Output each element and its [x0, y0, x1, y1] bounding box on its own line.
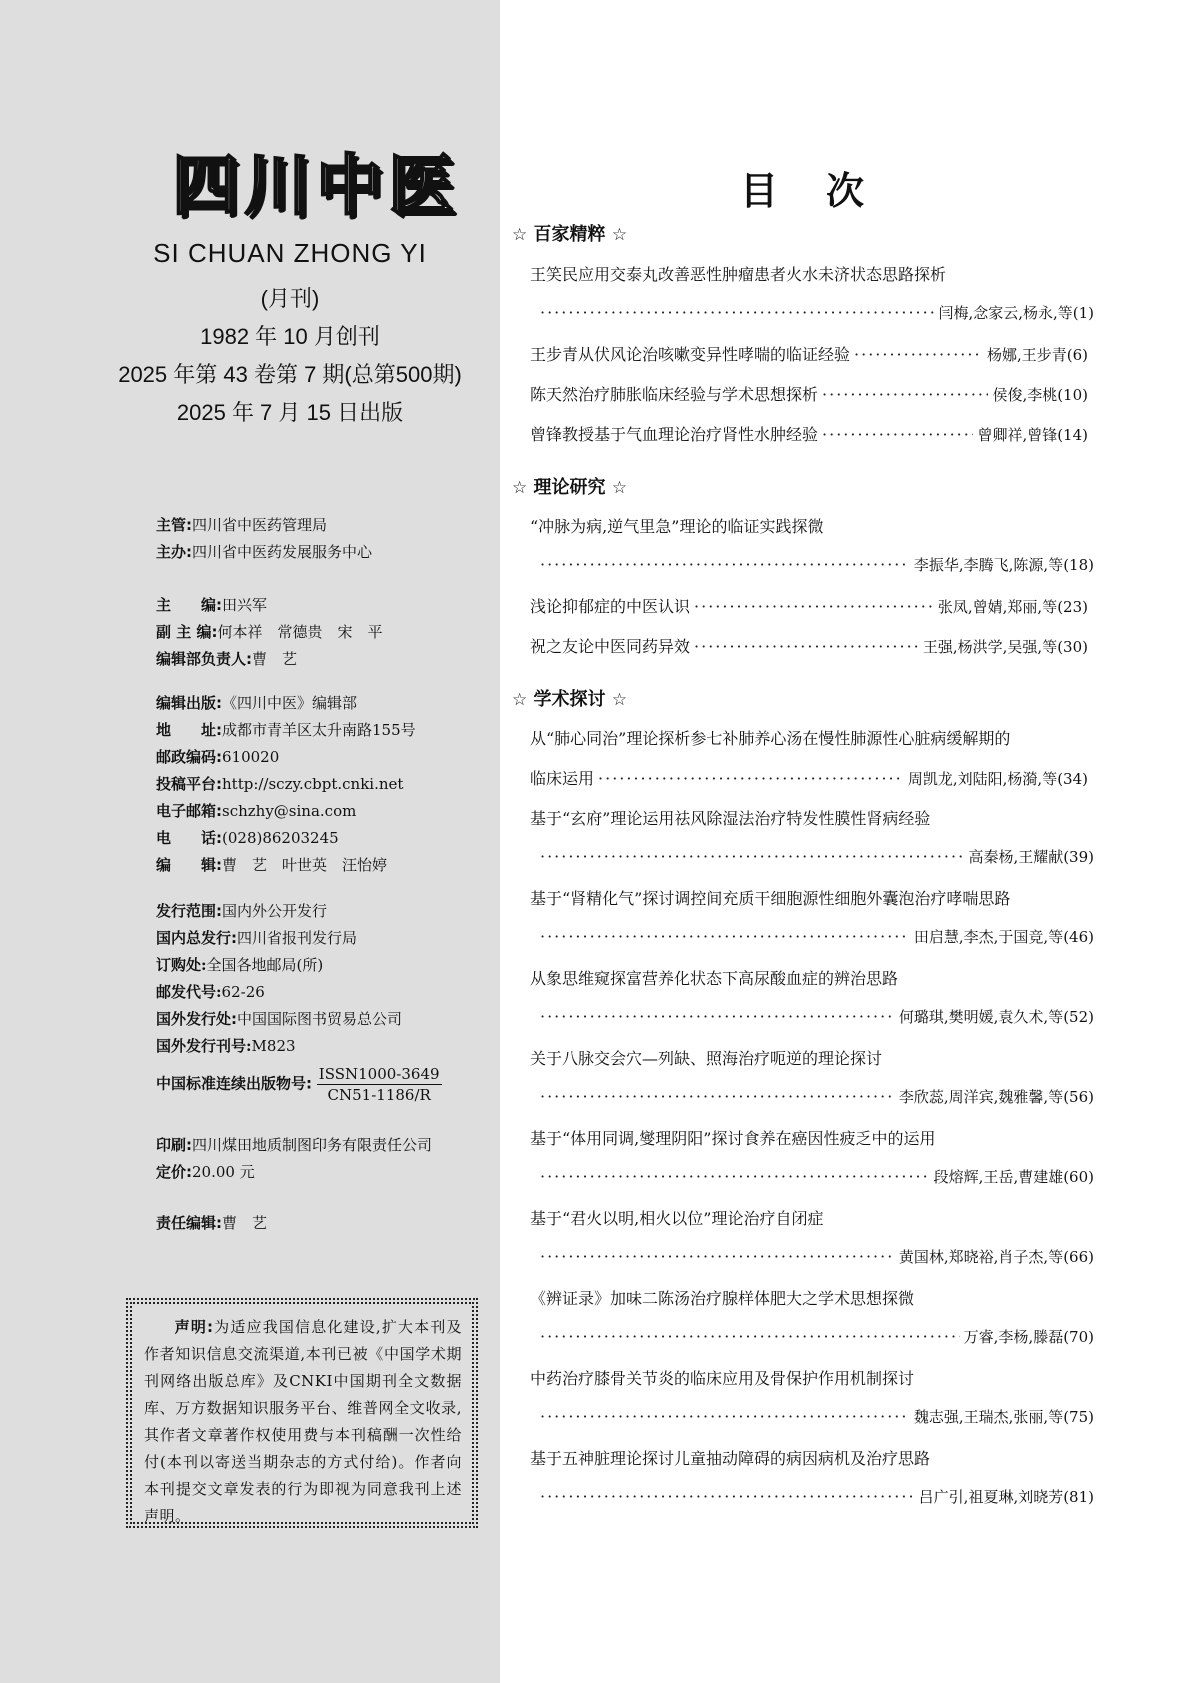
- toc-title: 目次: [740, 169, 913, 213]
- info-value: 62-26: [221, 983, 265, 1001]
- info-row: [156, 952, 402, 979]
- toc-entry-authors: 张凤,曾婧,郑丽,等(23): [937, 598, 1088, 616]
- info-value: 曹 艺: [252, 650, 298, 668]
- toc-entry-title[interactable]: 基于“体用同调,燮理阴阳”探讨食养在癌因性疲乏中的运用: [530, 1129, 936, 1148]
- info-group-editors: [156, 592, 382, 673]
- toc-entry-title[interactable]: 王笑民应用交泰丸改善恶性肿瘤患者火水未济状态思路探析: [530, 265, 947, 284]
- toc-entry[interactable]: [536, 1486, 1094, 1507]
- section-header: [512, 685, 627, 711]
- toc-entry-title: 临床运用: [530, 769, 595, 788]
- info-value: 田兴军: [222, 596, 268, 614]
- leader-dots: [540, 303, 934, 322]
- toc-entry-authors: 段熔辉,王岳,曹建雄(60): [933, 1168, 1094, 1186]
- responsible-editor: [156, 1210, 267, 1237]
- info-key: 主 编:: [156, 596, 222, 614]
- toc-entry[interactable]: [536, 554, 1094, 575]
- info-value: 全国各地邮局(所): [206, 956, 324, 974]
- leader-dots: [854, 345, 983, 364]
- toc-entry[interactable]: [530, 342, 1088, 365]
- journal-logo: 四川中医: [172, 146, 460, 224]
- info-row: [156, 898, 402, 925]
- info-row: [156, 690, 416, 717]
- leader-dots: [540, 1167, 930, 1186]
- toc-entry-title: 浅论抑郁症的中医认识: [530, 597, 691, 616]
- info-group-print: [156, 1132, 432, 1186]
- info-key: 主管:: [156, 516, 192, 534]
- info-key: 邮政编码:: [156, 748, 222, 766]
- toc-entry[interactable]: [536, 1006, 1094, 1027]
- info-row: [156, 1159, 432, 1186]
- info-key: 地 址:: [156, 721, 222, 739]
- journal-pinyin: SI CHUAN ZHONG YI: [153, 238, 427, 268]
- toc-entry-title: 曾锋教授基于气血理论治疗肾性水肿经验: [530, 425, 819, 444]
- toc-entry-authors: 李欣蕊,周洋宾,魏雅馨,等(56): [898, 1088, 1094, 1106]
- toc-entry-authors: 黄国林,郑晓裕,肖子杰,等(66): [898, 1248, 1094, 1266]
- info-key: 国外发行刊号:: [156, 1037, 252, 1055]
- toc-entry-authors: 杨娜,王步青(6): [986, 346, 1088, 364]
- toc-entry-authors: 高秦杨,王耀献(39): [968, 848, 1094, 866]
- toc-entry-title[interactable]: 基于五神脏理论探讨儿童抽动障碍的病因病机及治疗思路: [530, 1449, 931, 1468]
- leader-dots: [540, 1487, 915, 1506]
- info-key: 编辑部负责人:: [156, 650, 252, 668]
- masthead-column: [0, 0, 500, 1683]
- leader-dots: [540, 927, 910, 946]
- info-key: 责任编辑:: [156, 1214, 222, 1232]
- submission-url[interactable]: http://sczy.cbpt.cnki.net: [222, 775, 404, 793]
- toc-entry-title[interactable]: 《辨证录》加味二陈汤治疗腺样体肥大之学术思想探微: [530, 1289, 915, 1308]
- toc-entry-title[interactable]: 基于“玄府”理论运用祛风除湿法治疗特发性膜性肾病经验: [530, 809, 931, 828]
- section-title: 学术探讨: [533, 689, 606, 710]
- toc-entry-title[interactable]: 关于八脉交会穴—列缺、照海治疗呃逆的理论探讨: [530, 1049, 883, 1068]
- leader-dots: [540, 1087, 895, 1106]
- info-key: 主办:: [156, 543, 192, 561]
- info-row: [156, 925, 402, 952]
- info-value: 610020: [222, 748, 280, 766]
- leader-dots: [540, 847, 964, 866]
- toc-entry[interactable]: [536, 1246, 1094, 1267]
- info-row: [156, 1132, 432, 1159]
- info-key: 电 话:: [156, 829, 222, 847]
- info-value: 《四川中医》编辑部: [222, 694, 358, 712]
- notice-text: 为适应我国信息化建设,扩大本刊及作者知识信息交流渠道,本刊已被《中国学术期刊网络出版总库》及CNKI中国期刊全文数据库、万方数据知识服务平台、维普网全文收录,其作者文章著作权使用费与本刊稿酬一次性给付(本刊以寄送当期杂志的方式付给)。作者向本刊提交文章发表的行为即视为同意我刊上述声明。: [144, 1318, 462, 1525]
- toc-entry-title[interactable]: 从象思维窥探富营养化状态下高尿酸血症的辨治思路: [530, 969, 899, 988]
- info-value: 四川煤田地质制图印务有限责任公司: [192, 1136, 433, 1154]
- info-key: 国内总发行:: [156, 929, 237, 947]
- copyright-notice: [130, 1302, 474, 1524]
- toc-entry-authors: 侯俊,李桃(10): [992, 386, 1088, 404]
- leader-dots: [540, 1407, 910, 1426]
- toc-entry-title[interactable]: 基于“肾精化气”探讨调控间充质干细胞源性细胞外囊泡治疗哮喘思路: [530, 889, 1011, 908]
- info-key: 邮发代号:: [156, 983, 222, 1001]
- toc-entry[interactable]: [536, 846, 1094, 867]
- toc-entry-authors: 李振华,李腾飞,陈源,等(18): [913, 556, 1094, 574]
- info-value: 曹 艺 叶世英 汪怡婷: [222, 856, 388, 874]
- journal-frequency: (月刊): [260, 286, 320, 311]
- info-row: [156, 646, 382, 673]
- toc-entry-title[interactable]: 从“肺心同治”理论探析参七补肺养心汤在慢性肺源性心脏病缓解期的: [530, 729, 1011, 748]
- issn-block: [156, 1064, 442, 1105]
- info-key: 编辑出版:: [156, 694, 222, 712]
- toc-entry-authors: 闫梅,念家云,杨永,等(1): [938, 304, 1094, 322]
- info-value: 中国国际图书贸易总公司: [237, 1010, 403, 1028]
- info-value: 四川省中医药发展服务中心: [192, 543, 373, 561]
- toc-entry-authors: 王强,杨洪学,吴强,等(30): [922, 638, 1088, 656]
- info-row: [156, 619, 382, 646]
- leader-dots: [822, 385, 988, 404]
- info-group-contact: [156, 690, 416, 879]
- info-value: 20.00 元: [192, 1163, 255, 1181]
- info-row: [156, 1033, 402, 1060]
- journal-issue: 2025 年第 43 卷第 7 期(总第500期): [118, 362, 462, 387]
- toc-entry-authors: 田启慧,李杰,于国竞,等(46): [913, 928, 1094, 946]
- toc-entry-title[interactable]: 中药治疗膝骨关节炎的临床应用及骨保护作用机制探讨: [530, 1369, 915, 1388]
- leader-dots: [598, 769, 904, 788]
- toc-entry-title[interactable]: “冲脉为病,逆气里急”理论的临证实践探微: [530, 517, 824, 536]
- info-key: 国外发行处:: [156, 1010, 237, 1028]
- toc-entry[interactable]: [530, 422, 1088, 445]
- info-key: 订购处:: [156, 956, 207, 974]
- toc-entry[interactable]: [536, 1406, 1094, 1427]
- notice-label: 声明:: [174, 1318, 214, 1336]
- leader-dots: [694, 597, 934, 616]
- toc-entry[interactable]: [536, 1166, 1094, 1187]
- toc-entry-authors: 何璐琪,樊明媛,袁久术,等(52): [898, 1008, 1094, 1026]
- info-value: 曹 艺: [222, 1214, 268, 1232]
- toc-entry-authors: 魏志强,王瑞杰,张丽,等(75): [913, 1408, 1094, 1426]
- info-key: 电子邮箱:: [156, 802, 222, 820]
- info-row: [156, 798, 416, 825]
- info-row: [156, 592, 382, 619]
- leader-dots: [540, 555, 910, 574]
- star-icon: ☆: [512, 690, 528, 710]
- star-icon: ☆: [611, 690, 628, 710]
- info-value: 四川省中医药管理局: [192, 516, 328, 534]
- toc-entry-title[interactable]: 基于“君火以明,相火以位”理论治疗自闭症: [530, 1209, 824, 1228]
- info-group-sponsor: [156, 512, 372, 566]
- toc-entry-authors: 曾卿祥,曾锋(14): [977, 426, 1088, 444]
- email-address[interactable]: schzhy@sina.com: [222, 802, 357, 820]
- toc-entry[interactable]: [536, 1086, 1094, 1107]
- toc-entry[interactable]: [530, 594, 1088, 617]
- cn-code: CN51-1186/R: [327, 1086, 431, 1104]
- toc-entry-authors: 吕广引,祖夏琳,刘晓芳(81): [918, 1488, 1094, 1506]
- toc-entry[interactable]: [530, 766, 1088, 789]
- info-key: 编 辑:: [156, 856, 222, 874]
- info-row: [156, 1006, 402, 1033]
- toc-entry[interactable]: [536, 1326, 1094, 1347]
- leader-dots: [694, 637, 919, 656]
- info-key: 发行范围:: [156, 902, 222, 920]
- info-key: 副 主 编:: [156, 623, 218, 641]
- leader-dots: [540, 1007, 895, 1026]
- info-value: 何本祥 常德贵 宋 平: [217, 623, 383, 641]
- info-key: 定价:: [156, 1163, 192, 1181]
- toc-entry[interactable]: [530, 382, 1088, 405]
- info-row: [156, 539, 372, 566]
- leader-dots: [540, 1247, 895, 1266]
- info-row: [156, 717, 416, 744]
- info-key: 投稿平台:: [156, 775, 222, 793]
- info-row: [156, 771, 416, 798]
- toc-entry-authors: 周凯龙,刘陆阳,杨漪,等(34): [907, 770, 1088, 788]
- star-icon: ☆: [611, 225, 628, 245]
- section-title: 百家精粹: [533, 224, 606, 245]
- toc-entry[interactable]: [530, 634, 1088, 657]
- journal-founded: 1982 年 10 月创刊: [200, 324, 380, 349]
- issn-code: ISSN1000-3649: [318, 1065, 440, 1083]
- issn-numbers: [317, 1064, 442, 1105]
- info-group-distribution: [156, 898, 402, 1060]
- info-row: [156, 744, 416, 771]
- info-value: (028)86203245: [222, 829, 339, 847]
- info-key: 印刷:: [156, 1136, 192, 1154]
- star-icon: ☆: [611, 478, 628, 498]
- section-header: [512, 473, 627, 499]
- toc-entry-title: 王步青从伏风论治咳嗽变异性哮喘的临证经验: [530, 345, 851, 364]
- info-value: 国内外公开发行: [222, 902, 328, 920]
- star-icon: ☆: [512, 478, 528, 498]
- info-row: [156, 825, 416, 852]
- journal-pub-date: 2025 年 7 月 15 日出版: [176, 400, 404, 425]
- info-value: 四川省报刊发行局: [237, 929, 358, 947]
- toc-entry[interactable]: [536, 926, 1094, 947]
- section-header: [512, 220, 627, 246]
- section-title: 理论研究: [533, 477, 606, 498]
- info-row: [156, 512, 372, 539]
- toc-entry-authors: 万睿,李杨,滕磊(70): [963, 1328, 1094, 1346]
- issn-label: 中国标准连续出版物号:: [156, 1074, 312, 1093]
- info-row: [156, 852, 416, 879]
- info-row: [156, 979, 402, 1006]
- info-value: M823: [251, 1037, 296, 1055]
- toc-entry-title: 祝之友论中医同药异效: [530, 637, 691, 656]
- star-icon: ☆: [512, 225, 528, 245]
- toc-entry[interactable]: [536, 302, 1094, 323]
- info-value: 成都市青羊区太升南路155号: [222, 721, 416, 739]
- leader-dots: [540, 1327, 960, 1346]
- leader-dots: [822, 425, 973, 444]
- toc-entry-title: 陈天然治疗肺胀临床经验与学术思想探析: [530, 385, 819, 404]
